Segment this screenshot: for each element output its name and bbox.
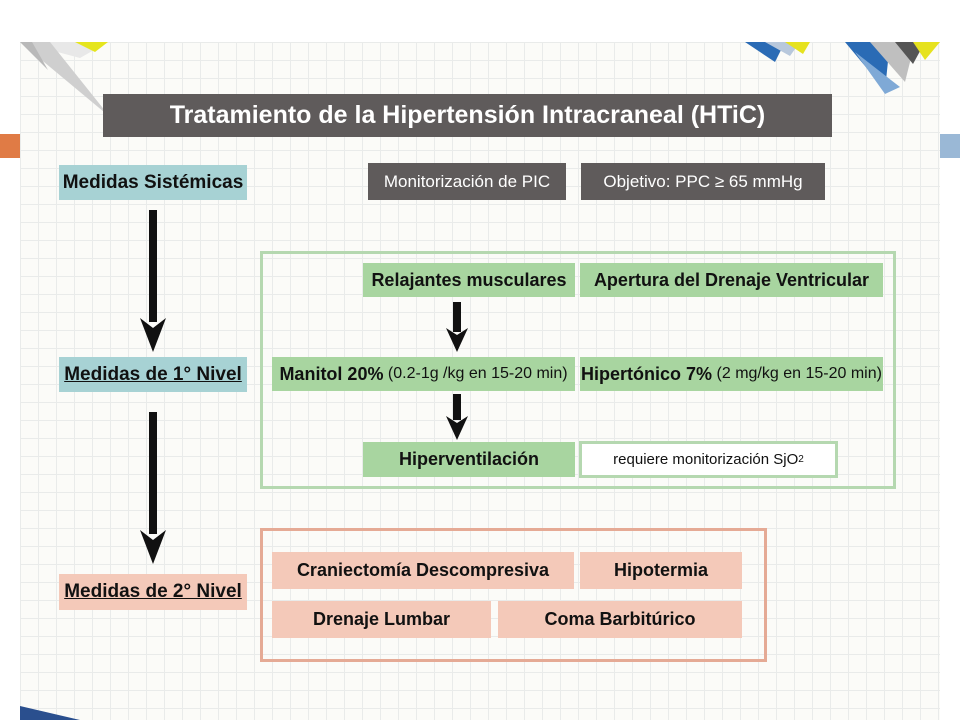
arrow-systemic-to-first	[138, 210, 168, 352]
right-blue-tab	[940, 134, 960, 158]
top-right-decoration	[745, 42, 940, 97]
diagram-title: Tratamiento de la Hipertensión Intracraneal (HTiC)	[103, 94, 832, 137]
second-level-frame	[260, 528, 767, 662]
hypertonic-name: Hipertónico 7%	[581, 363, 713, 384]
sjo2-subscript: 2	[798, 454, 804, 465]
top-left-decoration	[20, 42, 110, 117]
left-orange-tab	[0, 134, 20, 158]
mannitol-dose: (0.2-1g /kg en 15-20 min)	[383, 365, 568, 382]
monitoring-box: Monitorización de PIC	[368, 163, 566, 200]
arrow-first-to-second	[138, 412, 168, 564]
ventricular-drainage-box: Apertura del Drenaje Ventricular	[580, 263, 883, 297]
hypertonic-dose: (2 mg/kg en 15-20 min)	[712, 365, 882, 382]
hypothermia-box: Hipotermia	[580, 552, 742, 589]
mannitol-name: Manitol 20%	[279, 363, 384, 384]
sjo2-text: requiere monitorización SjO	[613, 451, 799, 468]
lumbar-drainage-box: Drenaje Lumbar	[272, 601, 491, 638]
muscle-relaxants-box: Relajantes musculares	[363, 263, 575, 297]
first-level-box: Medidas de 1° Nivel	[59, 357, 247, 392]
bottom-left-decoration	[20, 706, 80, 720]
sjo2-box	[579, 441, 838, 478]
objective-box: Objetivo: PPC ≥ 65 mmHg	[581, 163, 825, 200]
arrow-relaxants-to-mannitol	[445, 302, 469, 352]
craniectomy-box: Craniectomía Descompresiva	[272, 552, 574, 589]
second-level-box: Medidas de 2° Nivel	[59, 574, 247, 610]
systemic-measures-box: Medidas Sistémicas	[59, 165, 247, 200]
arrow-mannitol-to-hyperventilation	[445, 394, 469, 440]
hypertonic-box	[580, 357, 883, 391]
mannitol-box	[272, 357, 575, 391]
barbiturate-coma-box: Coma Barbitúrico	[498, 601, 742, 638]
hyperventilation-box: Hiperventilación	[363, 442, 575, 477]
